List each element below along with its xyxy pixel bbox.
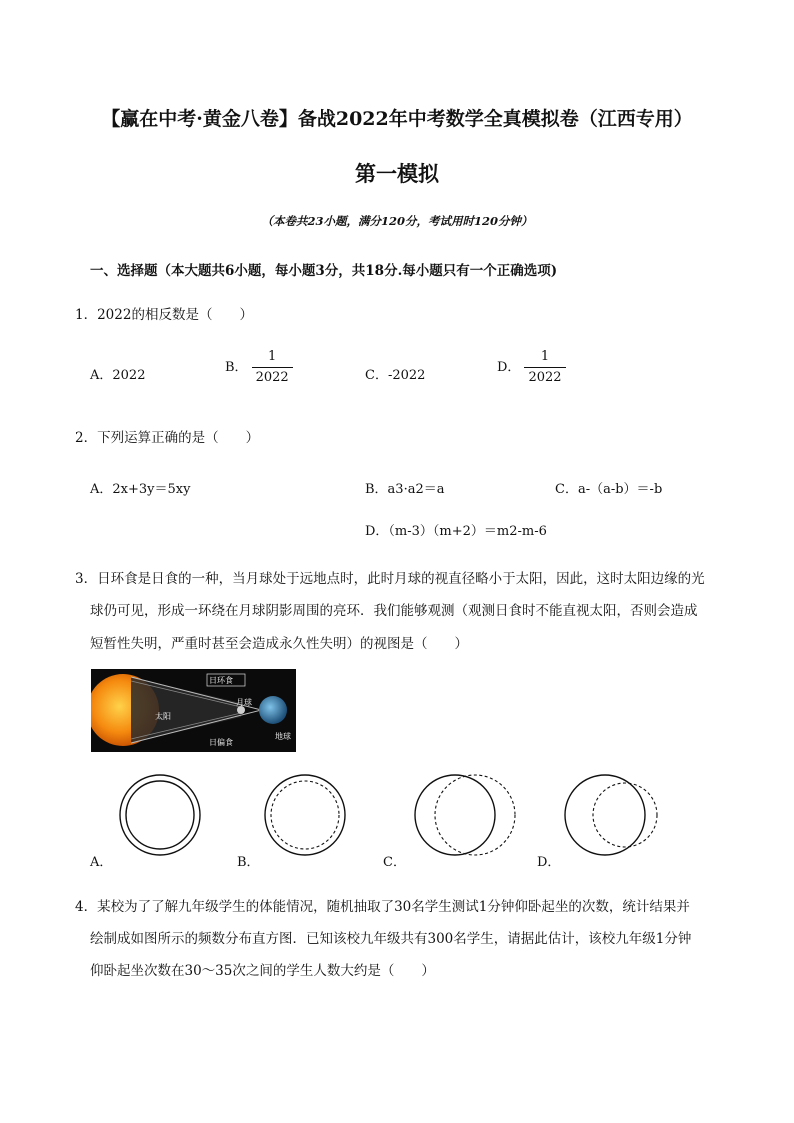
- earth-shape: [259, 696, 287, 724]
- question-4-line-3: 仰卧起坐次数在30～35次之间的学生人数大约是（ ）: [90, 963, 435, 979]
- q1-d-numerator: 1: [524, 348, 565, 368]
- q1-option-a: A．2022: [90, 368, 146, 383]
- q3-option-b: B．: [237, 855, 260, 870]
- question-1-stem: 1．2022的相反数是（ ）: [75, 307, 253, 323]
- question-4-line-1: 4．某校为了了解九年级学生的体能情况，随机抽取了30名学生测试1分钟仰卧起坐的次数，统计结果并: [75, 899, 690, 915]
- option-b-inner-dashed-circle: [271, 781, 339, 849]
- q1-option-b: [225, 348, 293, 387]
- q1-option-d-prefix: D．: [497, 360, 521, 375]
- eclipse-diagram: [91, 669, 296, 752]
- option-a-outer-circle: [120, 775, 200, 855]
- option-c-dashed-circle: [435, 775, 515, 855]
- q1-option-b-fraction: [252, 348, 293, 387]
- q3-option-a: A．: [90, 855, 113, 870]
- q1-option-c: C．-2022: [365, 368, 426, 383]
- q2-option-a: A．2x+3y＝5xy: [90, 482, 191, 497]
- option-b-outer-circle: [265, 775, 345, 855]
- q2-option-c: C．a-（a-b）＝-b: [555, 482, 663, 497]
- eclipse-figure: [91, 669, 296, 752]
- annular-eclipse-label: 日环食: [209, 676, 233, 685]
- option-d-dashed-circle: [593, 783, 657, 847]
- q1-b-numerator: 1: [252, 348, 293, 368]
- section-heading: 一、选择题（本大题共6小题，每小题3分，共18分.每小题只有一个正确选项): [90, 263, 558, 279]
- option-a-inner-circle: [126, 781, 194, 849]
- partial-eclipse-label: 日偏食: [209, 738, 233, 747]
- exam-title: 【赢在中考·黄金八卷】备战2022年中考数学全真模拟卷（江西专用）: [101, 108, 693, 130]
- q3-option-d: D．: [537, 855, 561, 870]
- earth-label: 地球: [275, 732, 291, 741]
- sun-label: 太阳: [155, 712, 171, 721]
- q3-option-c: C．: [383, 855, 406, 870]
- moon-label: 月球: [236, 698, 252, 707]
- q2-option-d: D．（m-3）（m+2）＝m2-m-6: [365, 524, 547, 539]
- question-4-line-2: 绘制成如图所示的频数分布直方图．已知该校九年级共有300名学生，请据此估计，该校九年级1分钟: [90, 931, 692, 947]
- q1-option-d-fraction: [524, 348, 565, 387]
- moon-shape: [237, 706, 245, 714]
- q1-d-denominator: 2022: [528, 370, 562, 385]
- option-c-solid-circle: [415, 775, 495, 855]
- q2-option-b: B．a3·a2＝a: [365, 482, 445, 497]
- question-2-stem: 2．下列运算正确的是（ ）: [75, 430, 260, 446]
- q1-option-b-prefix: B．: [225, 360, 248, 375]
- question-3-line-3: 短暂性失明，严重时甚至会造成永久性失明）的视图是（ ）: [90, 636, 468, 652]
- option-d-solid-circle: [565, 775, 645, 855]
- exam-info: （本卷共23小题，满分120分，考试用时120分钟）: [261, 214, 533, 228]
- question-3-line-1: 3．日环食是日食的一种，当月球处于远地点时，此时月球的视直径略小于太阳，因此，这时太阳边缘的光: [75, 571, 705, 587]
- q1-b-denominator: 2022: [255, 370, 289, 385]
- exam-subtitle: 第一模拟: [355, 161, 439, 186]
- question-3-line-2: 球仍可见，形成一环绕在月球阴影周围的亮环．我们能够观测（观测日食时不能直视太阳，否则会造成: [90, 603, 698, 619]
- q1-option-d: [497, 348, 566, 387]
